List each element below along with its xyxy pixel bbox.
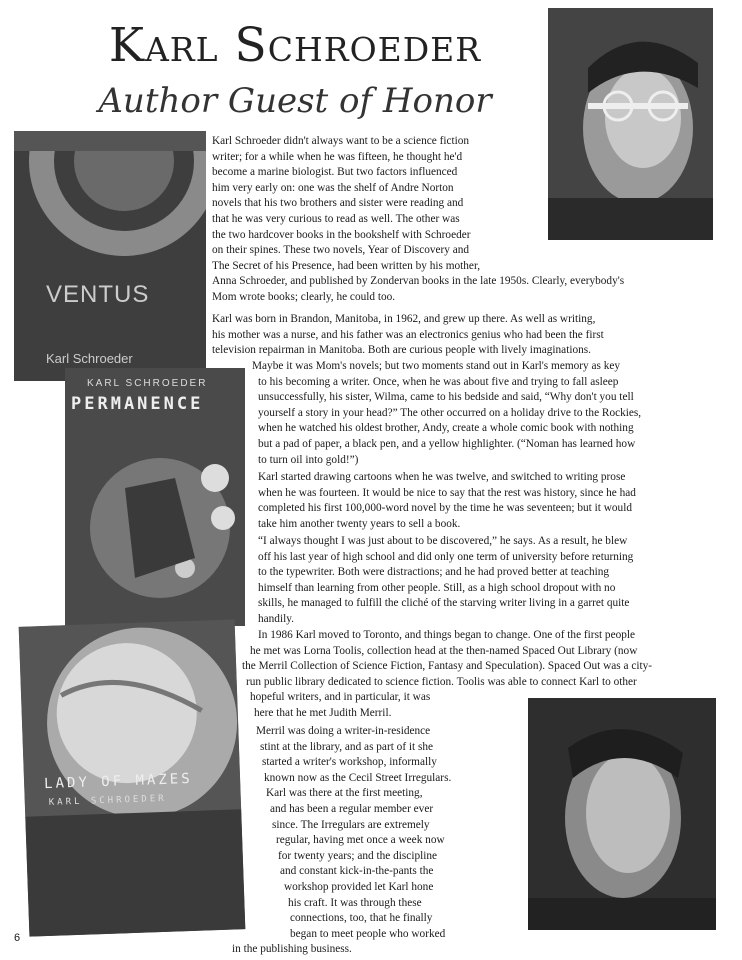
text-line: In 1986 Karl moved to Toronto, and things began to change. One of the first people [258,629,636,641]
page-subtitle: Author Guest of Honor [98,81,492,121]
text-line: Merril was doing a writer-in-residence [256,725,431,737]
text-line: himself than learning from other people. Still, as a high school dropout with no [258,581,616,594]
text-line: since. The Irregulars are extremely [272,818,430,831]
text-line: writer; for a while when he was fifteen, he thought he'd [212,150,463,163]
ventus-cover-author: Karl Schroeder [46,351,133,366]
text-line: his mother was a nurse, and his father was an electronics genius who had been the first [212,328,604,341]
text-line: when he was fourteen. It would be nice to say that the rest was history, since he had [258,486,636,499]
text-line: but a pad of paper, a black pen, and a yellow highlighter. (“Noman has learned how [258,438,636,450]
text-line: hopeful writers, and in particular, it was [250,691,431,704]
lady-of-mazes-book-cover [19,619,246,936]
lady-of-mazes-cover-author: KARL SCHROEDER [48,793,167,808]
text-line: workshop provided let Karl hone [284,881,434,893]
text-line: unsuccessfully, his sister, Wilma, came to his bedside and said, “Why don't you tell [258,391,634,404]
text-line: regular, having met once a week now [276,834,445,847]
text-line: Mom wrote books; clearly, he could too. [212,291,396,303]
text-line: that he was very curious to read as well. The other was [212,213,460,225]
text-line: Maybe it was Mom's novels; but two moments stand out in Karl's memory as key [252,360,621,372]
text-line: the two hardcover books in the bookshelf with Schroeder [212,228,471,241]
text-line: The Secret of his Presence, had been written by his mother, [212,259,481,272]
text-line: stint at the library, and as part of it she [260,740,434,753]
text-line: completed his first 100,000-word novel by the time he was seventeen; but it would [258,502,632,515]
author-photo-top [548,8,713,240]
page-number: 6 [14,932,21,944]
text-line: when he watched his oldest brother, Andy, create a whole comic book with nothing [258,422,634,435]
text-line: and constant kick-in-the-pants the [280,865,434,878]
text-line: and has been a regular member ever [270,803,434,815]
text-line: to his becoming a writer. Once, when he was about five and trying to fall asleep [258,375,619,388]
text-line: for twenty years; and the discipline [278,849,438,862]
text-line: him very early on: one was the shelf of Andre Norton [212,181,454,194]
text-line: on their spines. These two novels, Year of Discovery and [212,244,470,257]
text-line: Anna Schroeder, and published by Zondervan books in the late 1950s. Clearly, everybody's [212,275,625,288]
text-line: Karl started drawing cartoons when he was twelve, and switched to writing prose [258,471,626,483]
text-line: known now as the Cecil Street Irregulars. [264,771,452,784]
text-line: become a marine biologist. But two factors influenced [212,166,458,179]
text-line: handily. [258,613,294,625]
text-line: to the typewriter. Both were distractions; and he had proved better at teaching [258,566,610,579]
author-photo-bottom [528,698,716,930]
text-line: yourself a story in your head?” The other occurred on a holiday drive to the Rockies, [258,406,642,419]
ventus-book-cover [14,131,206,381]
text-line: skills, he managed to fulfill the cliché of the starving writer living in a garret quite [258,597,630,610]
text-line: “I always thought I was just about to be discovered,” he says. As a result, he blew [258,535,628,547]
text-line: novels that his two brothers and sister were reading and [212,197,464,210]
text-line: take him another twenty years to sell a book. [258,517,461,530]
text-line: in the publishing business. [232,943,352,955]
text-line: Karl was there at the first meeting, [266,787,423,800]
text-line: to turn oil into gold!”) [258,453,359,466]
text-line: Karl Schroeder didn't always want to be a science fiction [212,135,470,147]
page-title: Karl Schroeder [108,18,482,73]
text-line: his craft. It was through these [288,896,422,909]
text-line: he met was Lorna Toolis, collection head at the then-named Spaced Out Library (now [250,644,638,657]
text-line: the Merril Collection of Science Fiction, Fantasy and Speculation). Spaced Out was a city- [242,660,653,673]
permanence-cover-title: PERMANENCE [71,394,204,414]
ventus-cover-title: VENTUS [46,281,150,308]
text-line: run public library dedicated to science fiction. Toolis was able to connect Karl to other [246,675,637,688]
permanence-cover-author: KARL SCHROEDER [87,378,208,389]
text-line: television repairman in Manitoba. Both are curious people with lively imaginations. [212,344,591,357]
text-line: Karl was born in Brandon, Manitoba, in 1962, and grew up there. As well as writing, [212,313,596,325]
text-line: began to meet people who worked [290,927,446,940]
permanence-book-cover [65,368,245,626]
text-line: here that he met Judith Merril. [254,707,392,719]
text-line: connections, too, that he finally [290,912,433,925]
text-line: off his last year of high school and did only one term of university before returning [258,550,634,563]
text-line: started a writer's workshop, informally [262,756,437,769]
lady-of-mazes-cover-title: LADY OF MAZES [43,770,193,793]
